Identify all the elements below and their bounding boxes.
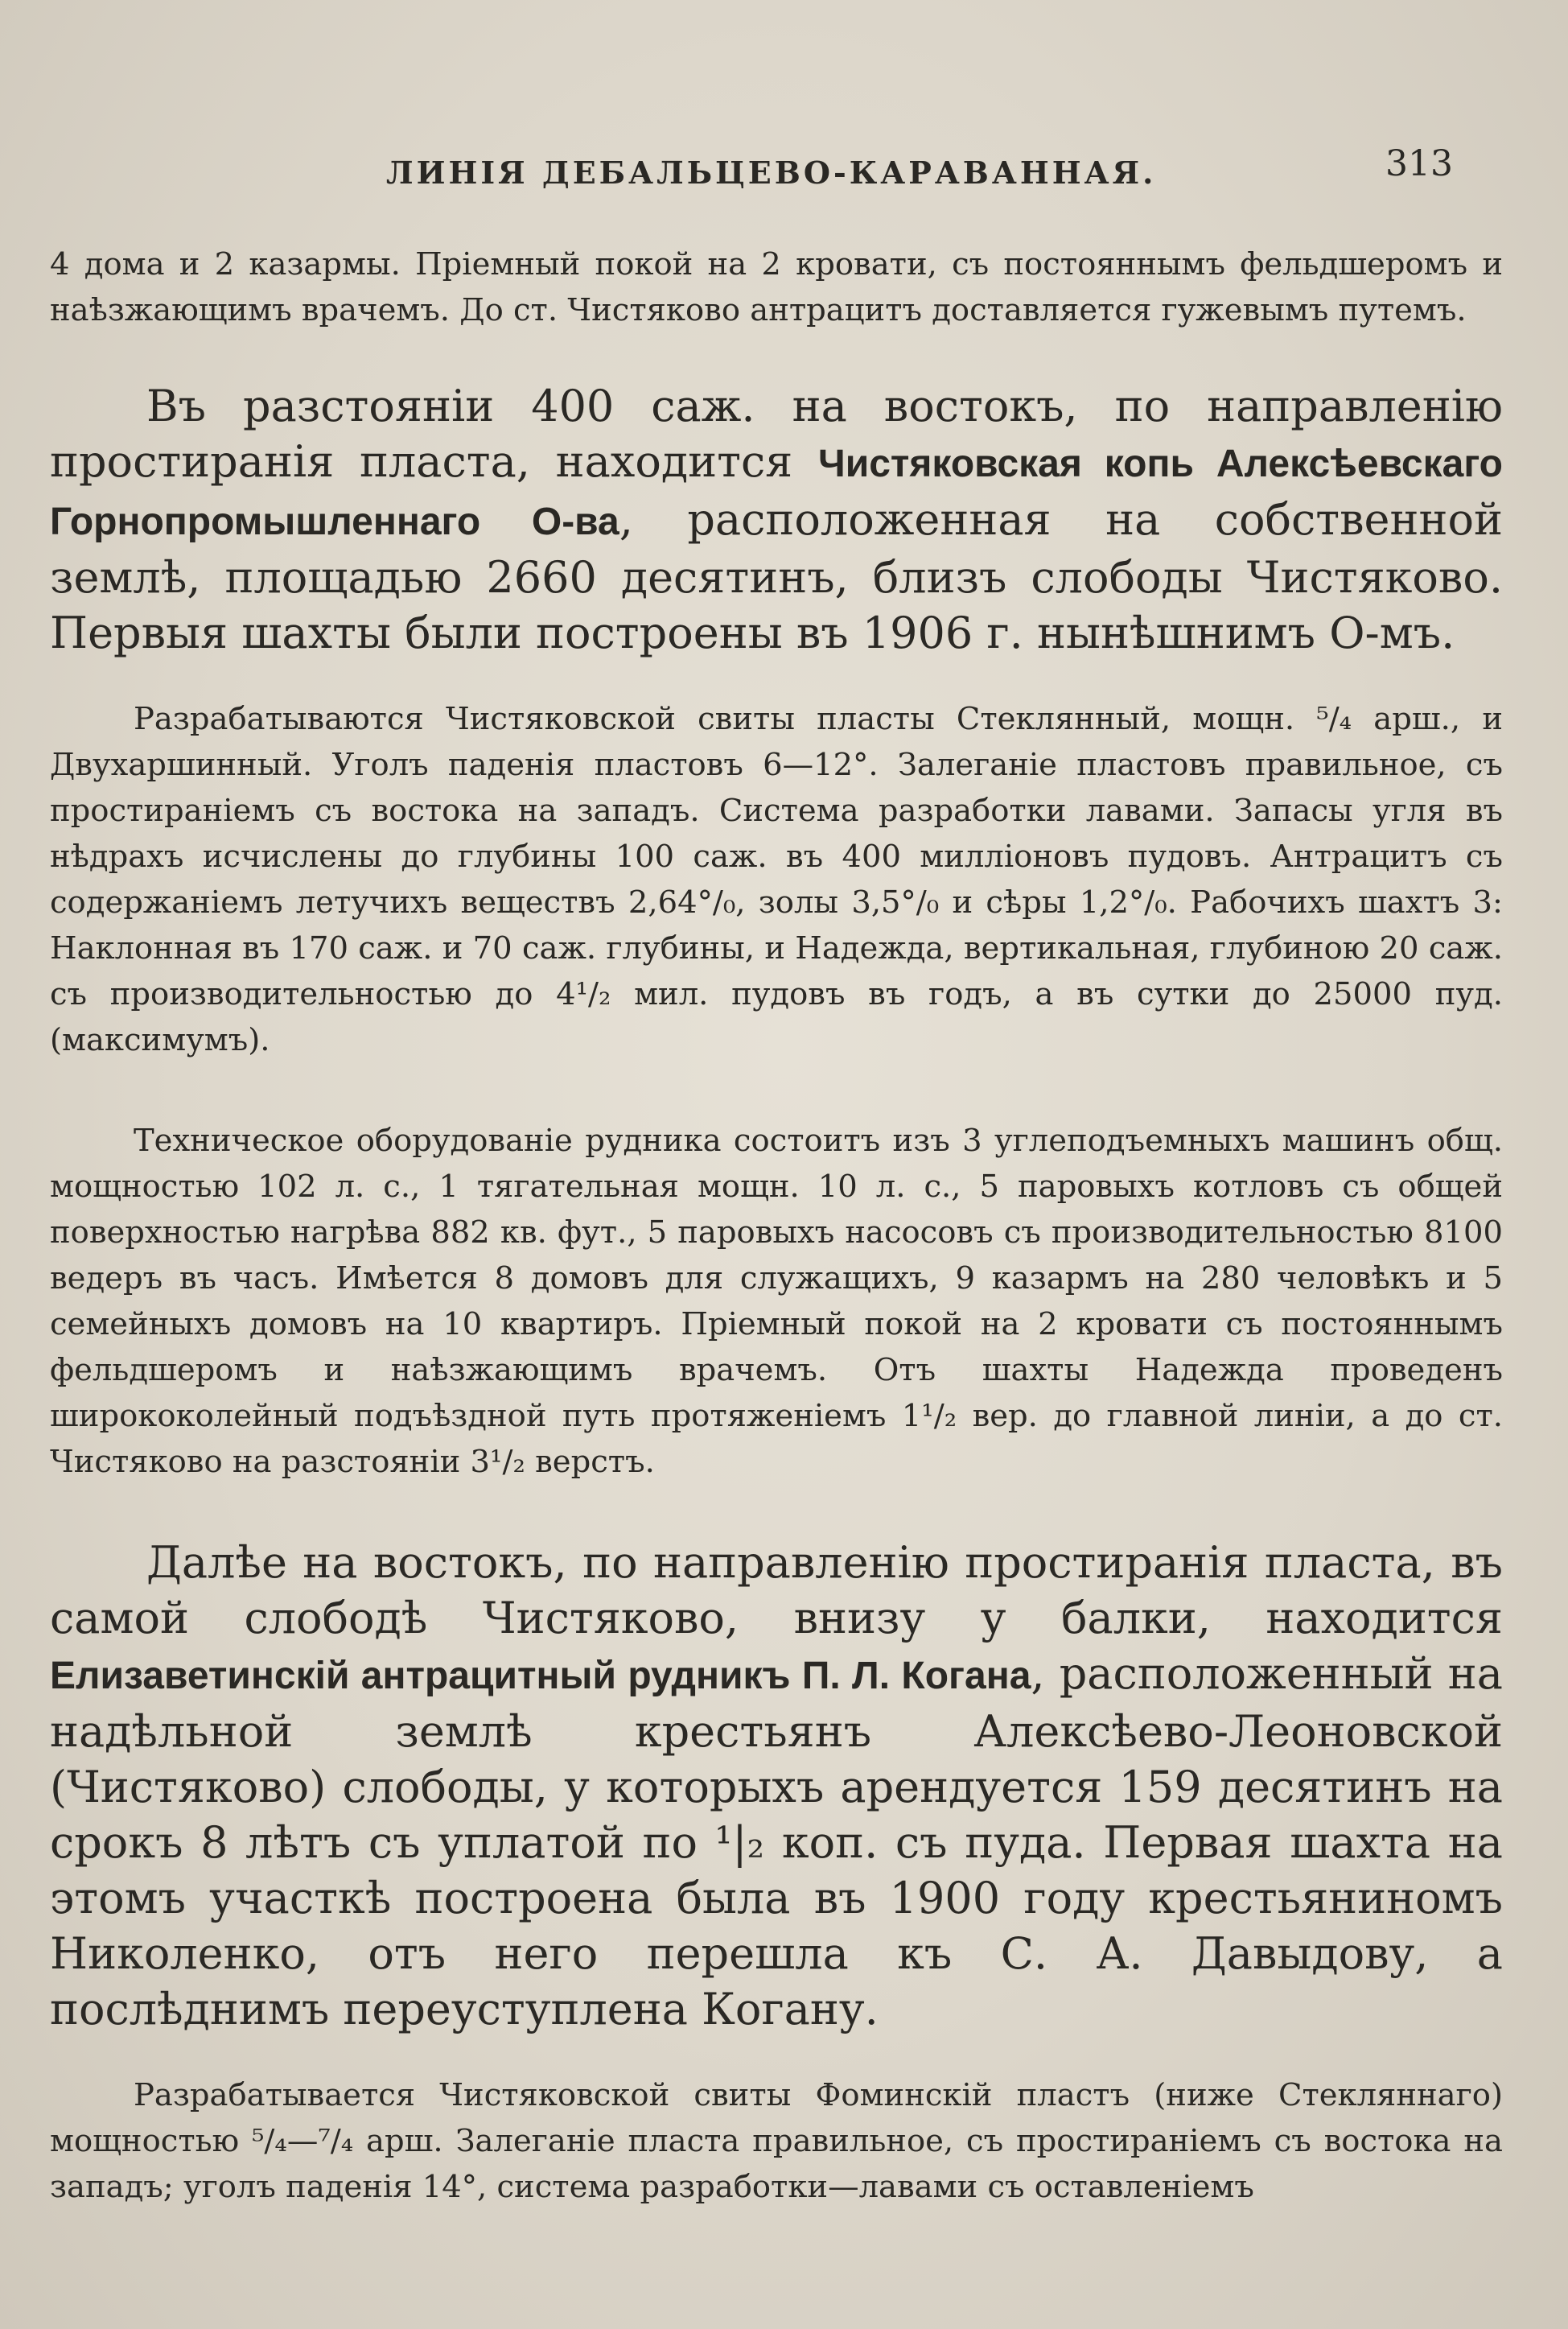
running-title: ЛИНІЯ ДЕБАЛЬЦЕВО-КАРАВАННАЯ. [386,155,1157,191]
paragraph-text: Въ разстояніи 400 саж. на востокъ, по направленію простиранія пласта, находится [50,381,1503,487]
mine-name-chistyakovskaya: Чистяковская копь Алексѣевскаго Горнопромышленнаго О-ва [50,443,1504,543]
paragraph-equipment: Техническое оборудованіе рудника состоитъ изъ 3 углеподъемныхъ машинъ общ. мощностью 102 л. с., 1 тягательная мощн. 10 л. с., 5 паровыхъ котловъ съ общей поверхностью нагрѣва 882 кв. фут., 5 паровыхъ насосовъ съ производительностью 8100 ведеръ въ часъ. Имѣется 8 домовъ для служащихъ, 9 казармъ на 280 человѣкъ и 5 семейныхъ домовъ на 10 квартиръ. Пріемный покой на 2 кровати съ постояннымъ фельдшеромъ и наѣзжающимъ врачемъ. Отъ шахты Надежда проведенъ ширококолейный подъѣздной путь протяженіемъ 1¹/₂ вер. до главной линіи, а до ст. Чистяково на разстояніи 3¹/₂ верстъ. [50,1123,1503,1480]
paragraph-text: , расположенный на надѣльной землѣ крестьянъ Алексѣево-Леоновской (Чистяково) слободы, у которыхъ арендуется 159 десятинъ на срокъ 8 лѣтъ съ уплатой по ¹|₂ коп. съ пуда. Первая шахта на этомъ участкѣ построена была въ 1900 году крестьяниномъ Николенко, отъ него перешла къ С. А. Давыдову, а послѣднимъ переуступлена Когану. [50,1648,1503,2034]
paragraph-text: , расположенная на собственной землѣ, площадью 2660 десятинъ, близъ слободы Чистяково. Первыя шахты были построены въ 1906 г. нынѣшнимъ О-мъ. [50,494,1503,658]
mine-name-elizavetinsky: Елизаветинскій антрацитный рудникъ П. Л. Когана [50,1655,1031,1697]
paragraph-text: Далѣе на востокъ, по направленію простиранія пласта, въ самой слободѣ Чистяково, внизу у балки, находится [50,1537,1503,1643]
paragraph-seams: Разрабатываются Чистяковской свиты пласты Стеклянный, мощн. ⁵/₄ арш., и Двухаршинный. Уголъ паденія пластовъ 6—12°. Залеганіе пластовъ правильное, съ простираніемъ съ востока на западъ. Система разработки лавами. Запасы угля въ нѣдрахъ исчислены до глубины 100 саж. въ 400 милліоновъ пудовъ. Антрацитъ съ содержаніемъ летучихъ веществъ 2,64°/₀, золы 3,5°/₀ и сѣры 1,2°/₀. Рабочихъ шахтъ 3: Наклонная въ 170 саж. и 70 саж. глубины, и Надежда, вертикальная, глубиною 20 саж. съ производительностью до 4¹/₂ мил. пудовъ въ годъ, а въ сутки до 25000 пуд. (максимумъ). [50,701,1503,1058]
page-number: 313 [1385,143,1453,184]
paragraph-chistyakovo-mine [50,378,1503,661]
paragraph-continuation: 4 дома и 2 казармы. Пріемный покой на 2 кровати, съ постояннымъ фельдшеромъ и наѣзжающимъ врачемъ. До ст. Чистяково антрацитъ доставляется гужевымъ путемъ. [50,246,1503,328]
paragraph-fominsky-seam: Разрабатывается Чистяковской свиты Фоминскій пластъ (ниже Стекляннаго) мощностью ⁵/₄—⁷/₄ арш. Залеганіе пласта правильное, съ простираніемъ съ востока на западъ; уголъ паденія 14°, система разработки—лавами съ оставленіемъ [50,2077,1503,2205]
paragraph-elizavetinsky-mine [50,1535,1503,2037]
page-header [0,143,1568,192]
page-body [50,241,1503,2210]
